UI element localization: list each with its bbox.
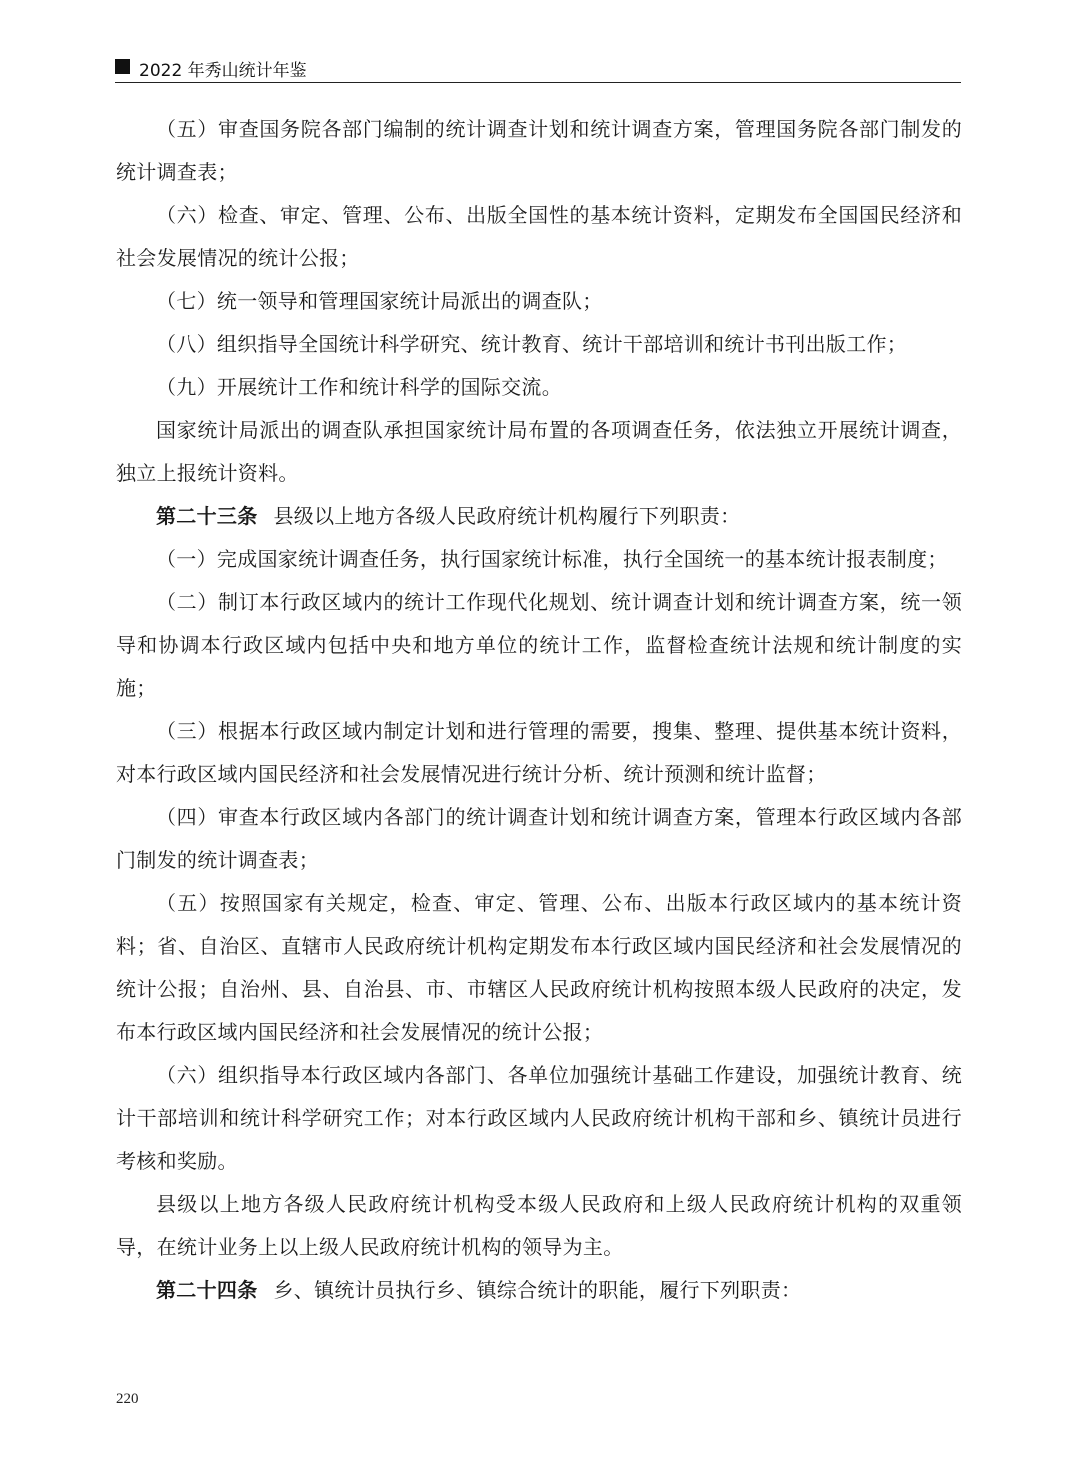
- paragraph: [116, 710, 962, 796]
- header-title: 2022 年秀山统计年鉴: [139, 61, 307, 81]
- document-body: [116, 108, 962, 1312]
- paragraph: [116, 796, 962, 882]
- header-square-icon: [115, 59, 130, 74]
- paragraph-text: （三）根据本行政区域内制定计划和进行管理的需要，搜集、整理、提供基本统计资料，对本行政区域内国民经济和社会发展情况进行统计分析、统计预测和统计监督；: [116, 719, 962, 786]
- page-number: 220: [116, 1391, 139, 1407]
- paragraph: [116, 409, 962, 495]
- paragraph: [116, 581, 962, 710]
- running-header: [115, 52, 961, 83]
- paragraph-text: （六）检查、审定、管理、公布、出版全国性的基本统计资料，定期发布全国国民经济和社会发展情况的统计公报；: [116, 203, 962, 270]
- paragraph-text: （八）组织指导全国统计科学研究、统计教育、统计干部培训和统计书刊出版工作；: [156, 332, 908, 356]
- paragraph: [116, 280, 962, 323]
- paragraph-text: 国家统计局派出的调查队承担国家统计局布置的各项调查任务，依法独立开展统计调查，独立上报统计资料。: [116, 418, 962, 485]
- paragraph-text: （四）审查本行政区域内各部门的统计调查计划和统计调查方案，管理本行政区域内各部门制发的统计调查表；: [116, 805, 962, 872]
- article-heading: 第二十三条: [156, 504, 258, 528]
- paragraph: [116, 108, 962, 194]
- paragraph: [116, 194, 962, 280]
- paragraph: [116, 366, 962, 409]
- paragraph: [116, 538, 962, 581]
- paragraph: [116, 323, 962, 366]
- paragraph-text: （九）开展统计工作和统计科学的国际交流。: [156, 375, 562, 399]
- paragraph-text: （七）统一领导和管理国家统计局派出的调查队；: [156, 289, 603, 313]
- paragraph-text: 县级以上地方各级人民政府统计机构受本级人民政府和上级人民政府统计机构的双重领导，在统计业务上以上级人民政府统计机构的领导为主。: [116, 1192, 962, 1259]
- paragraph-text: 乡、镇统计员执行乡、镇综合统计的职能，履行下列职责：: [273, 1278, 802, 1302]
- paragraph-text: （五）审查国务院各部门编制的统计调查计划和统计调查方案，管理国务院各部门制发的统计调查表；: [116, 117, 962, 184]
- paragraph: [116, 882, 962, 1054]
- paragraph-text: （二）制订本行政区域内的统计工作现代化规划、统计调查计划和统计调查方案，统一领导和协调本行政区域内包括中央和地方单位的统计工作，监督检查统计法规和统计制度的实施；: [116, 590, 962, 700]
- paragraph: [116, 1183, 962, 1269]
- paragraph-text: （五）按照国家有关规定，检查、审定、管理、公布、出版本行政区域内的基本统计资料；省、自治区、直辖市人民政府统计机构定期发布本行政区域内国民经济和社会发展情况的统计公报；自治州、县、自治县、市、市辖区人民政府统计机构按照本级人民政府的决定，发布本行政区域内国民经济和社会发展情况的统计公报；: [116, 891, 962, 1044]
- article-heading: 第二十四条: [156, 1278, 258, 1302]
- paragraph-text: （一）完成国家统计调查任务，执行国家统计标准，执行全国统一的基本统计报表制度；: [156, 547, 948, 571]
- paragraph-text: 县级以上地方各级人民政府统计机构履行下列职责：: [273, 504, 741, 528]
- paragraph: [116, 1054, 962, 1183]
- article-paragraph: [116, 495, 962, 538]
- paragraph-text: （六）组织指导本行政区域内各部门、各单位加强统计基础工作建设，加强统计教育、统计干部培训和统计科学研究工作；对本行政区域内人民政府统计机构干部和乡、镇统计员进行考核和奖励。: [116, 1063, 962, 1173]
- article-paragraph: [116, 1269, 962, 1312]
